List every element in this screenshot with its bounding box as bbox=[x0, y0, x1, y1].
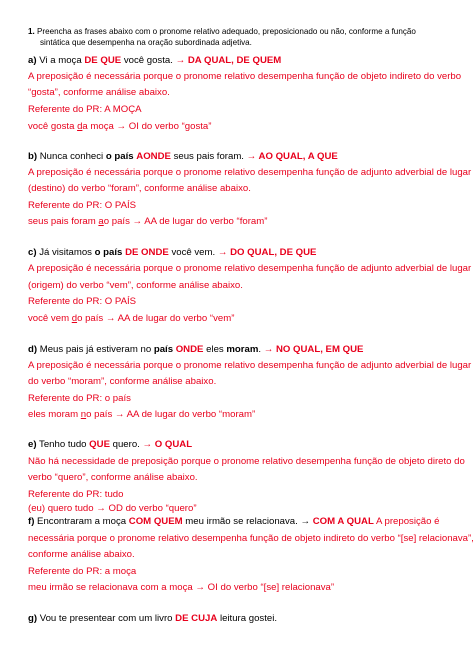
item-f-referent: Referente do PR: a moça bbox=[28, 566, 137, 577]
item-b-pre: Nunca conheci bbox=[37, 151, 106, 162]
item-d-mid: eles bbox=[203, 344, 227, 355]
item-b-expl-1: A preposição é necessária porque o pronome relativo desempenha função de adjunto adverbial de lugar bbox=[28, 167, 472, 178]
item-b-expl-2: (destino) do verbo “foram”, conforme análise abaixo. bbox=[28, 183, 251, 194]
item-f-analysis: meu irmão se relacionava com a moça → OI do verbo “[se] relacionava” bbox=[28, 582, 335, 593]
item-a-analysis-post: a moça → OI do verbo “gosta” bbox=[82, 121, 212, 132]
item-d-analysis-pre: eles moram bbox=[28, 409, 81, 420]
item-d-bold: país bbox=[153, 344, 174, 355]
item-f-expl-1: necessária porque o pronome relativo desempenha função de objeto indireto do verbo “[se] relacionava”, bbox=[28, 533, 474, 544]
item-d-fill: ONDE bbox=[175, 344, 204, 355]
item-b-bold: o país bbox=[105, 151, 134, 162]
item-c-bold: o país bbox=[94, 247, 123, 258]
item-d-label: d) bbox=[28, 344, 38, 355]
item-a-expl-2: “gosta”, conforme análise abaixo. bbox=[28, 87, 170, 98]
item-f-fill: COM QUEM bbox=[128, 516, 183, 527]
item-a-pre: Vi a moça bbox=[36, 55, 85, 66]
item-b-label: b) bbox=[28, 151, 38, 162]
item-f-expl-2: conforme análise abaixo. bbox=[28, 549, 135, 560]
item-d-analysis-underline: n bbox=[80, 409, 87, 420]
item-a-fill: DE QUE bbox=[84, 55, 122, 66]
item-e-sentence bbox=[28, 439, 192, 451]
item-f-post: meu irmão se relacionava. → bbox=[182, 516, 313, 527]
item-c-analysis-post: o país → AA de lugar do verbo “vem” bbox=[77, 313, 235, 324]
item-a-sentence bbox=[28, 55, 281, 67]
question-number: 1. bbox=[28, 27, 35, 36]
item-e-label: e) bbox=[28, 439, 37, 450]
item-b-analysis bbox=[28, 216, 267, 228]
item-e-analysis: (eu) quero tudo → OD do verbo “quero” bbox=[28, 503, 197, 514]
instruction-line-1 bbox=[28, 26, 416, 37]
item-d-expl-2: do verbo “moram”, conforme análise abaixo. bbox=[28, 376, 217, 387]
item-c-label: c) bbox=[28, 247, 37, 258]
item-d-expl-1: A preposição é necessária porque o pronome relativo desempenha função de adjunto adverbial de lugar bbox=[28, 360, 472, 371]
item-g-fill: DE CUJA bbox=[175, 613, 218, 624]
item-e-expl-1: Não há necessidade de preposição porque o pronome relativo desempenha função de objeto direto do bbox=[28, 456, 465, 467]
item-d-bold-2: moram bbox=[226, 344, 259, 355]
item-e-pre: Tenho tudo bbox=[36, 439, 90, 450]
instruction-text: Preencha as frases abaixo com o pronome relativo adequado, preposicionado ou não, conforme a função bbox=[37, 27, 416, 36]
item-d-analysis bbox=[28, 409, 255, 421]
item-c-expl-1: A preposição é necessária porque o pronome relativo desempenha função de adjunto adverbial de lugar bbox=[28, 263, 472, 274]
item-d-answer: → NO QUAL, EM QUE bbox=[263, 344, 364, 355]
item-d-post: . bbox=[258, 344, 264, 355]
item-b-analysis-post: o país → AA de lugar do verbo “foram” bbox=[103, 216, 268, 227]
item-e-expl-2: verbo “quero”, conforme análise abaixo. bbox=[28, 472, 198, 483]
item-a-analysis-pre: você gosta bbox=[28, 121, 78, 132]
item-c-analysis bbox=[28, 313, 234, 325]
item-b-analysis-underline: a bbox=[98, 216, 104, 227]
item-a-post: você gosta. bbox=[121, 55, 176, 66]
item-e-post: quero. bbox=[109, 439, 143, 450]
item-d-pre: Meus pais já estiveram no bbox=[37, 344, 154, 355]
item-b-analysis-pre: seus pais foram bbox=[28, 216, 99, 227]
item-e-fill: QUE bbox=[89, 439, 110, 450]
item-c-expl-2: (origem) do verbo “vem”, conforme análise abaixo. bbox=[28, 280, 243, 291]
item-b-answer: → AO QUAL, A QUE bbox=[246, 151, 338, 162]
item-d-referent: Referente do PR: o país bbox=[28, 393, 131, 404]
item-b-fill: AONDE bbox=[136, 151, 171, 162]
item-g-sentence bbox=[28, 613, 277, 625]
item-b-referent: Referente do PR: O PAÍS bbox=[28, 200, 137, 211]
item-c-pre: Já visitamos bbox=[36, 247, 95, 258]
item-f-answer: COM A QUAL bbox=[312, 516, 374, 527]
item-b-post: seus pais foram. bbox=[170, 151, 247, 162]
item-d-sentence bbox=[28, 344, 363, 356]
item-f-label: f) bbox=[28, 516, 35, 527]
item-c-sentence bbox=[28, 247, 316, 259]
item-g-pre: Vou te presentear com um livro bbox=[37, 613, 176, 624]
item-a-referent: Referente do PR: A MOÇA bbox=[28, 104, 142, 115]
item-a-analysis bbox=[28, 121, 211, 133]
item-b-sentence bbox=[28, 151, 338, 163]
item-a-label: a) bbox=[28, 55, 37, 66]
item-c-analysis-pre: você vem bbox=[28, 313, 72, 324]
item-c-answer: → DO QUAL, DE QUE bbox=[217, 247, 317, 258]
item-f-sentence bbox=[28, 516, 439, 528]
item-d-analysis-post: o país → AA de lugar do verbo “moram” bbox=[86, 409, 256, 420]
item-c-fill: DE ONDE bbox=[125, 247, 169, 258]
item-f-pre: Encontraram a moça bbox=[34, 516, 129, 527]
item-e-answer: → O QUAL bbox=[142, 439, 193, 450]
item-g-post: leitura gostei. bbox=[217, 613, 278, 624]
item-a-answer: → DA QUAL, DE QUEM bbox=[175, 55, 282, 66]
item-e-referent: Referente do PR: tudo bbox=[28, 489, 124, 500]
item-f-expl-start: A preposição é bbox=[373, 516, 440, 527]
item-g-label: g) bbox=[28, 613, 38, 624]
item-c-post: você vem. bbox=[168, 247, 218, 258]
item-a-expl-1: A preposição é necessária porque o pronome relativo desempenha função de objeto indireto do verbo bbox=[28, 71, 462, 82]
item-c-referent: Referente do PR: O PAÍS bbox=[28, 296, 137, 307]
item-c-analysis-underline: d bbox=[71, 313, 78, 324]
item-a-analysis-underline: d bbox=[77, 121, 83, 132]
instruction-line-2: sintática que desempenha na oração subordinada adjetiva. bbox=[40, 38, 252, 47]
